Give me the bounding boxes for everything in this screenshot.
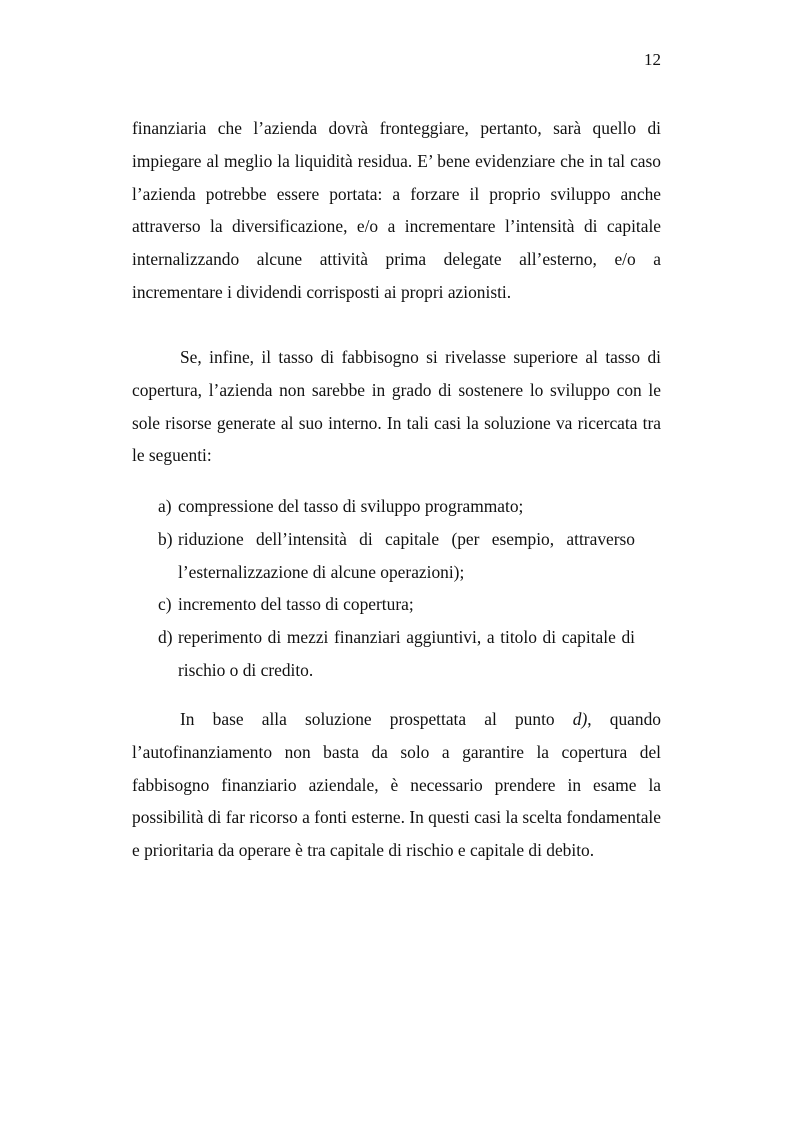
list-item-text: reperimento di mezzi finanziari aggiuntivi, a titolo di capitale di rischio o di credito. bbox=[178, 627, 635, 680]
list-marker: a) bbox=[158, 496, 172, 516]
paragraph-external-sources bbox=[132, 703, 661, 867]
list-item-text: incremento del tasso di copertura; bbox=[178, 594, 414, 615]
paragraph-coverage-rate: Se, infine, il tasso di fabbisogno si rivelasse superiore al tasso di copertura, l’azienda non sarebbe in grado di sostenere lo sviluppo con le sole risorse generate al suo interno. In tali casi la soluzione va ricercata tra le seguenti: bbox=[132, 347, 661, 466]
page-number: 12 bbox=[644, 50, 661, 69]
list-item bbox=[158, 523, 635, 589]
list-item-text: riduzione dell’intensità di capitale (per esempio, attraverso l’esternalizzazione di alcune operazioni); bbox=[178, 528, 635, 582]
list-item-text: compressione del tasso di sviluppo programmato; bbox=[178, 496, 524, 516]
list-marker: b) bbox=[158, 528, 173, 549]
list-item bbox=[158, 621, 635, 687]
paragraph-text: In base alla soluzione prospettata al punto bbox=[180, 709, 573, 729]
list-item bbox=[158, 490, 635, 523]
solutions-list bbox=[158, 490, 635, 687]
list-marker: d) bbox=[158, 627, 173, 648]
point-reference: d) bbox=[572, 709, 588, 729]
paragraph-text: , quando l’autofinanziamento non basta da solo a garantire la copertura del fabbisogno finanziario aziendale, è necessario prendere in esame la possibilità di far ricorso a fonti esterne. In questi casi la scelta fondamentale e prioritaria da operare è tra capitale di rischio e capitale di debito. bbox=[132, 709, 661, 861]
list-item bbox=[158, 588, 635, 621]
paragraph-continuation: finanziaria che l’azienda dovrà fronteggiare, pertanto, sarà quello di impiegare al meglio la liquidità residua. E’ bene evidenziare che in tal caso l’azienda potrebbe essere portata: a forzare il proprio sviluppo anche attraverso la diversificazione, e/o a incrementare l’intensità di capitale internalizzando alcune attività prima delegate all’esterno, e/o a incrementare i dividendi corrisposti ai propri azionisti. bbox=[132, 118, 661, 302]
list-marker: c) bbox=[158, 594, 172, 615]
